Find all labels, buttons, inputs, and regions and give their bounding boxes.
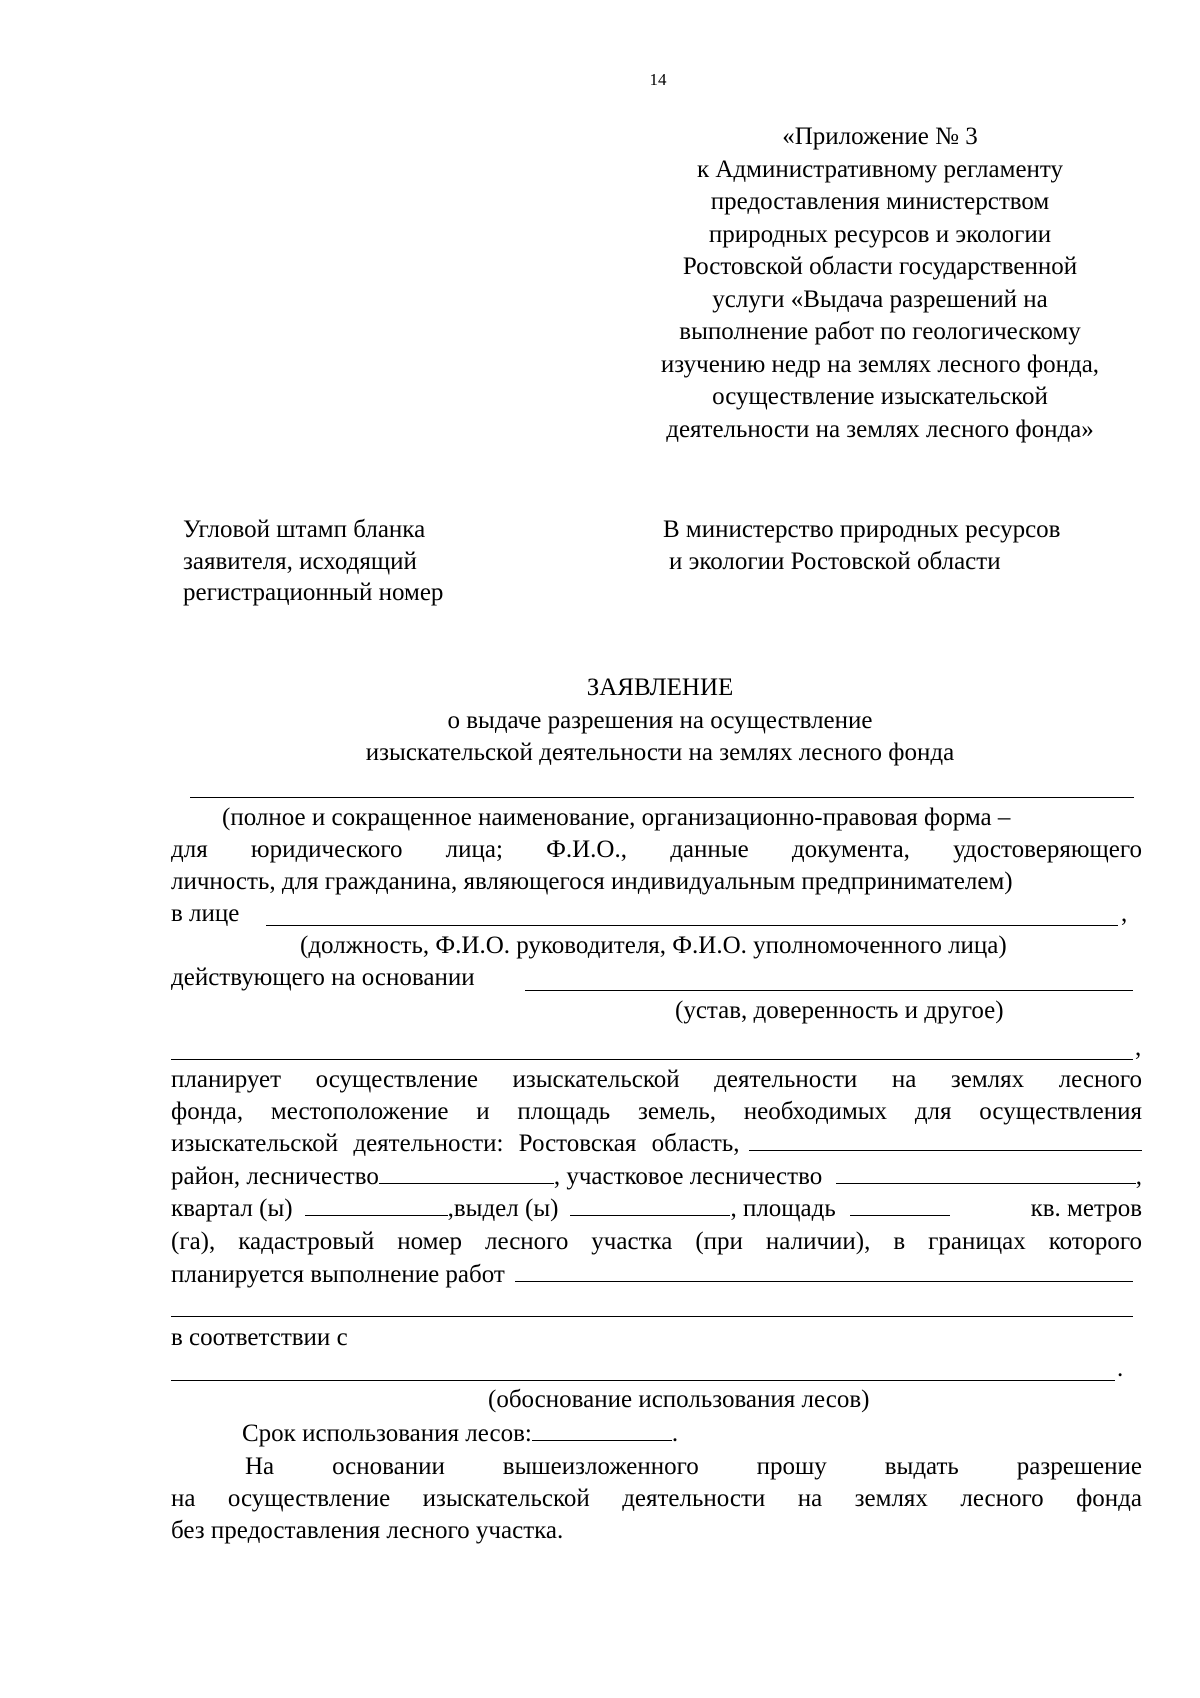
district-field[interactable] [379,1161,554,1184]
body-text-line: (га), кадастровый номер лесного участка (при наличии), в границах которого [171,1228,1142,1255]
appendix-line: предоставления министерством [710,188,1050,215]
applicant-name-field[interactable] [190,797,1134,798]
accordance-label: в соответствии с [171,1324,348,1351]
applicant-hint: для юридического лица; Ф.И.О., данные документа, удостоверяющего [171,836,1142,863]
allotment-field[interactable] [570,1193,730,1216]
area-field[interactable] [850,1193,950,1216]
quarter-field[interactable] [305,1193,448,1216]
region-field[interactable] [749,1128,1142,1151]
document-subtitle: изыскательской деятельности на землях лесного фонда [365,739,955,766]
period-dot: . [1117,1355,1124,1382]
stamp-line: заявителя, исходящий [183,547,417,575]
applicant-hint: личность, для гражданина, являющегося индивидуальным предпринимателем) [171,868,1013,895]
appendix-header [630,121,1130,446]
period-dot: . [671,1420,679,1447]
appendix-line: изучению недр на землях лесного фонда, [660,350,1100,378]
applicant-hint: (полное и сокращенное наименование, организационно-правовая форма – [222,804,1011,831]
recipient-line: В министерство природных ресурсов [663,516,1061,543]
request-text-line: На основании вышеизложенного прошу выдать разрешение [245,1453,1142,1480]
stamp-line: Угловой штамп бланка [183,516,426,543]
allotment-label: ,выдел (ы) [447,1195,559,1222]
represented-by-field[interactable] [266,925,1118,926]
sub-forestry-label: , участковое лесничество [553,1163,823,1190]
acting-basis-field[interactable] [525,990,1133,991]
comma: , [1121,900,1128,927]
term-row [242,1418,678,1450]
recipient-line: и экологии Ростовской области [669,547,1001,575]
comma: , [1135,1163,1142,1190]
stamp-line: регистрационный номер [183,579,444,606]
appendix-line: деятельности на землях лесного фонда» [666,415,1094,443]
represented-by-hint: (должность, Ф.И.О. руководителя, Ф.И.О. уполномоченного лица) [300,932,1007,959]
request-text-line: на осуществление изыскательской деятельности на землях лесного фонда [171,1485,1142,1512]
body-text-line: планирует осуществление изыскательской деятельности на землях лесного [171,1066,1142,1093]
acting-basis-hint: (устав, доверенность и другое) [675,997,1004,1024]
quarter-label: квартал (ы) [171,1195,293,1222]
document-title-block [190,672,1130,770]
recipient-block [663,514,1060,577]
region-label: изыскательской деятельности: Ростовская область, [171,1130,740,1157]
justification-hint: (обоснование использования лесов) [488,1386,870,1413]
region-row [171,1128,1142,1160]
page-number: 14 [649,70,667,89]
works-field[interactable] [515,1259,1133,1282]
works-continuation-field[interactable] [171,1316,1133,1317]
acting-basis-label: действующего на основании [171,964,475,991]
appendix-line: природных ресурсов и экологии [708,220,1052,248]
appendix-line: осуществление изыскательской [712,383,1048,410]
sub-forestry-field[interactable] [836,1161,1136,1184]
area-unit: кв. метров [1030,1195,1142,1222]
term-label: Срок использования лесов: [242,1420,532,1447]
request-text-line: без предоставления лесного участка. [171,1517,564,1544]
justification-field[interactable] [171,1380,1115,1381]
corner-stamp-note [183,514,443,609]
district-row [171,1161,1142,1193]
works-row [171,1259,1133,1291]
area-label: , площадь [730,1195,836,1222]
appendix-line: Ростовской области государственной [682,253,1078,280]
quarter-row [171,1193,1142,1225]
acting-basis-continuation-field[interactable] [171,1059,1133,1060]
comma: , [1135,1034,1142,1061]
document-subtitle: о выдаче разрешения на осуществление [447,706,873,734]
appendix-line: услуги «Выдача разрешений на [712,285,1048,313]
body-text-line: фонда, местоположение и площадь земель, необходимых для осуществления [171,1098,1142,1125]
district-label: район, лесничество [171,1163,379,1190]
term-field[interactable] [532,1418,672,1441]
appendix-line: «Приложение № 3 [782,123,978,150]
appendix-line: к Административному регламенту [696,155,1064,183]
works-label: планируется выполнение работ [171,1261,505,1288]
represented-by-label: в лице [171,900,240,927]
document-title: ЗАЯВЛЕНИЕ [586,674,734,701]
appendix-line: выполнение работ по геологическому [679,318,1081,345]
